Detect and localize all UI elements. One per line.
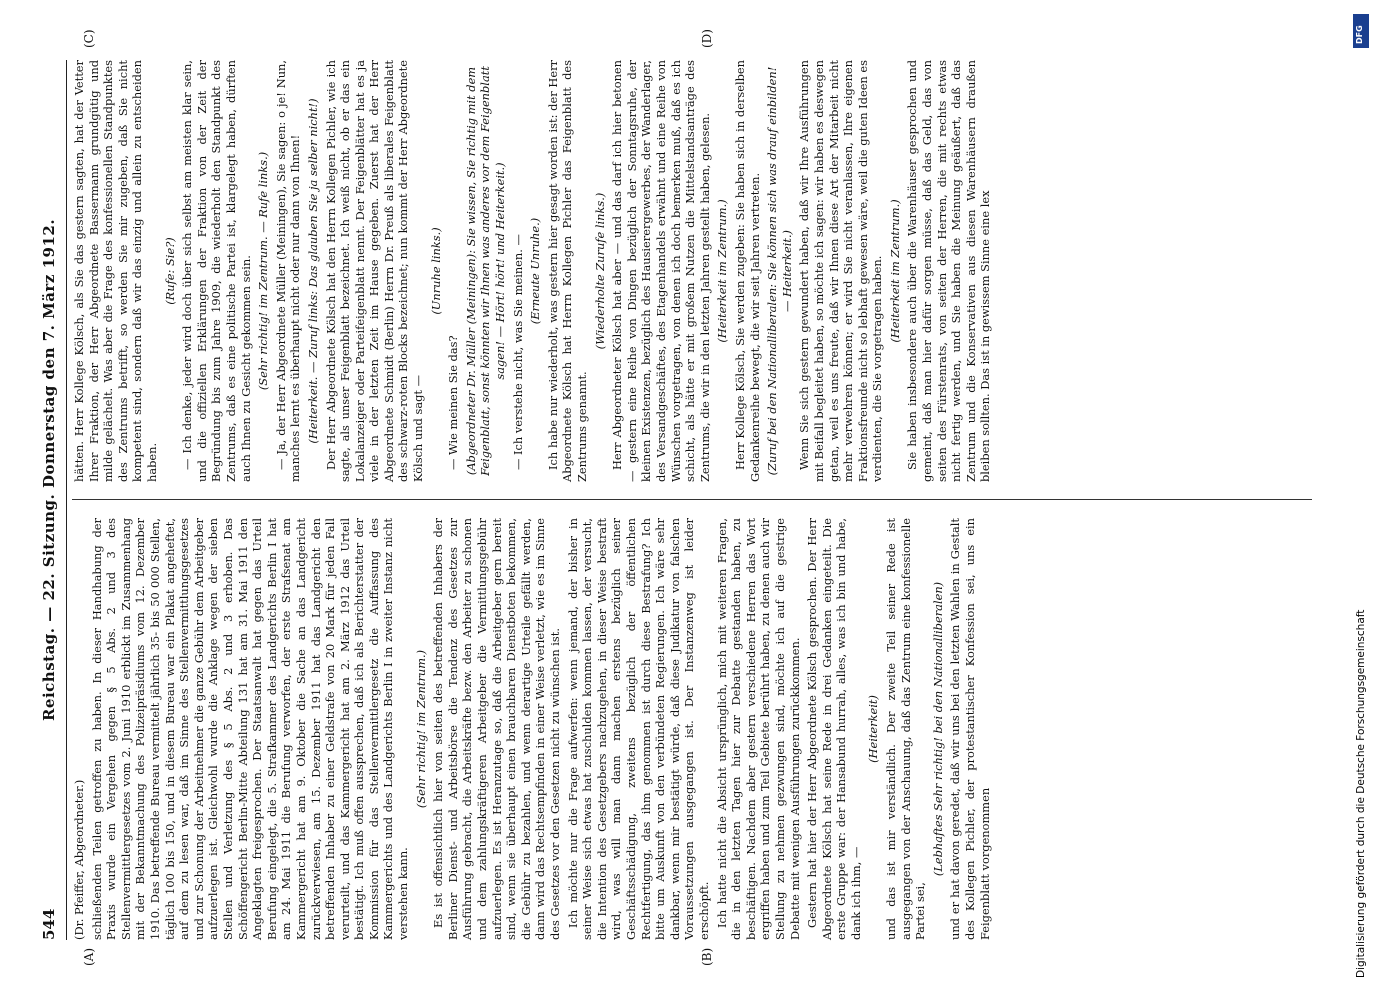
paragraph: Es ist offensichtlich hier von seiten des betreffenden Inhabers der Berliner Dienst- und Arbeitsbörse die Tendenz des Gesetzes zur Ausführung gebracht, die Arbeitskräfte bezw. den Arbeiter zu schonen und dem zahlungskräftigeren Arbeitgeber die Vermittlungsgebühr aufzuerlegen. Es ist Heranzutage so, daß die Arbeitgeber gern bereit sind, wenn sie überhaupt einen brauchbaren Dienstboten bekommen, die Gebühr zu bezahlen, und wenn derartige Urteile gefällt werden, dann wird das Rechtsempfinden in einer Weise verletzt, wie es im Sinne des Gesetzes vor den Gesetzen nicht zu wünschen ist. [431, 518, 562, 940]
left-column [72, 518, 995, 940]
interjection: (Unruhe links.) [428, 227, 443, 315]
paragraph: Ich hatte nicht die Absicht ursprünglich, mich mit weiteren Fragen, die in den letzten Tagen hier zur Debatte gestanden haben, zu beschäftigen. Nachdem aber gestern verschiedene Herren das Wort ergriffen haben und zum Teil Gebiete berührt haben, zu denen auch wir Stellung zu nehmen gezwungen sind, möchte ich auf die gestrige Debatte mit wenigen Ausführungen zurückkommen. [714, 518, 802, 940]
paragraph: schließenden Teilen getroffen zu haben. In dieser Handhabung der Praxis wurde ein Vergehen gegen § 5 Abs. 2 und 3 des Stellenvermittlergesetzes vom 2. Juni 1910 erblickt im Zusammenhang mit der Bekanntmachung des Polizeipräsidiums vom 12. Dezember 1910. Das betreffende Bureau vermittelt jährlich 35- bis 50 000 Stellen, täglich 100 bis 150, und in diesem Bureau war ein Plakat angeheftet, auf dem zu lesen war, daß im Sinne des Stellenvermittlungsgesetzes und zur Schonung der Arbeitnehmer die ganze Gebühr dem Arbeitgeber aufzuerlegen ist. Gleichwohl wurde die Anklage wegen der sieben Stellen und Verletzung des § 5 Abs. 2 und 3 erhoben. Das Schöffengericht Berlin-Mitte Abteilung 131 hat am 31. Mai 1911 den Angeklagten freigesprochen. Der Staatsanwalt hat gegen das Urteil Berufung eingelegt, die 5. Strafkammer des Landgerichts Berlin I hat am 24. Mai 1911 die Berufung verworfen, der erste Strafsenat am Kammergericht hat am 9. Oktober die Sache an das Landgericht zurückverwiesen, am 15. Dezember 1911 hat das Landgericht den betreffenden Inhaber zu einer Geldstrafe von 20 Mark für jeden Fall verurteilt, und das Kammergericht hat am 2. März 1912 das Urteil bestätigt. Ich muß offen aussprechen, daß ich als Berichterstatter der Kommission für das Stellenvermittlergesetz die Auffassung des Kammergerichts und des Landgerichts Berlin I in zweiter Instanz nicht verstehen kann. [89, 518, 411, 940]
interjection: (Heiterkeit im Zentrum.) [715, 199, 730, 343]
page-content [40, 20, 1330, 980]
paragraph: Sie haben insbesondere auch über die Warenhäuser gesprochen und gemeint, daß man hier dafür sorgen müsse, daß das Geld, das von seiten des Fürstenrats, von seiten der Herren, die mit rechts etwas nicht fertig werden, und Sie haben die Meinung geäußert, daß das Zentrum und die Konservativen aus diesen Warenhäusern draußen bleiben sollten. Das ist in gewissem Sinne eine lex [905, 60, 993, 482]
paragraph: — Ich verstehe nicht, was Sie meinen. — [510, 234, 525, 470]
paragraph: Herr Abgeordneter Kölsch hat aber — und das darf ich hier betonen — gestern eine Reihe von Dingen bezüglich der Sonntagsruhe, der kleinen Existenzen, bezüglich des Hausierergewerbes, der Wanderlager, des Versandgeschäftes, des Etagenhandels erwähnt und eine Reihe von Wünschen vorgetragen, von denen ich doch bemerken muß, daß es ich schicht, als hätte er mit großem Nutzen die Mittelstandsanträge des Zentrums, die wir in den letzten Jahren gestellt haben, gelesen. [610, 60, 712, 482]
digitization-credit [1351, 8, 1377, 988]
paragraph: hätten. Herr Kollege Kölsch, als Sie das gestern sagten, hat der Vetter Ihrer Fraktion, der Herr Abgeordnete Bassermann grundgütig und milde gelächelt. Was aber die Frage des konfessionellen Standpunktes des Zentrums betrifft, so werden Sie mir zugeben, daß Sie nicht kompetent sind, sondern daß wir das einzig und allein zu entscheiden haben. [72, 60, 159, 482]
interjection: (Abgeordneter Dr. Müller (Meiningen): Sie wissen, Sie richtig mit dem Feigenblatt, sonst könnten wir Ihnen was anderes vor dem Feigenblatt sagen! — Hört! hört! und Heiterkeit.) [463, 66, 508, 476]
running-header [40, 60, 64, 940]
header-rule [66, 60, 67, 940]
dfg-logo: DFG [1353, 14, 1369, 48]
paragraph: — Ich denke, jeder wird doch über sich selbst am meisten klar sein, und die offiziellen Erklärungen der Fraktion von der Zeit der Begründung bis zum Jahre 1909, die wiederholt den Standpunkt des Zentrums, daß es eine politische Partei ist, klargelegt haben, dürften auch Ihnen zu Gesicht gekommen sein. [180, 60, 253, 482]
right-column [72, 60, 996, 482]
interjection: (Zuruf bei den Nationalliberalen: Sie können sich was drauf einbilden! — Heiterkeit.) [765, 66, 794, 476]
paragraph: — Wie meinen Sie das? [446, 335, 461, 470]
credit-text: Digitalisierung gefördert durch die Deutsche Forschungsgemeinschaft [1355, 609, 1367, 978]
paragraph: Herr Kollege Kölsch, Sie werden zugeben: Sie haben sich in derselben Gedankenreihe bewegt, die wir seit Jahren vertreten. [732, 60, 762, 482]
interjection: (Rufe: Sie?) [162, 237, 177, 305]
margin-letter-a: (A) [82, 947, 96, 966]
interjection: (Lebhaftes Sehr richtig! bei den Nationalliberalen) [930, 581, 945, 877]
paragraph: Gestern hat hier der Herr Abgeordnete Kölsch gesprochen. Der Herr Abgeordnete Kölsch hat seine Rede in drei Gedanken eingeteilt. Die erste Gruppe war: der Hansabund hurrah, alles, was ich bin und habe, dank ich ihm, — [805, 518, 863, 940]
paragraph: Ich habe nur wiederholt, was gestern hier gesagt worden ist: der Herr Abgeordnete Kölsch hat Herrn Kollegen Pichler das Feigenblatt des Zentrums genannt. [545, 60, 589, 482]
paragraph: Ich möchte nur die Frage aufwerfen: wenn jemand, der bisher in seiner Weise sich etwas hat zuschulden kommen lassen, der versucht, die Intention des Gesetzgebers nachzugehen, in dieser Weise bestraft wird, was will man dann machen erstens bezüglich seiner Geschäftsschädigung, zweitens bezüglich der öffentlichen Rechtfertigung, das ihm genommen ist durch diese Bestrafung? Ich bitte um Auskunft von den verbündeten Regierungen. Ich wäre sehr dankbar, wenn mir bestätigt würde, daß diese Judikatur von falschen Voraussetzungen ausgegangen ist. Der Instanzenweg ist leider erschöpft. [565, 518, 711, 940]
interjection: (Sehr richtig! im Zentrum.) [413, 649, 428, 809]
margin-letter-b: (B) [700, 947, 714, 966]
running-title: Reichstag. — 22. Sitzung. Donnerstag den 7. März 1912. [40, 218, 58, 722]
paragraph: Der Herr Abgeordnete Kölsch hat den Herrn Kollegen Pichler, wie ich sagte, als unser Feigenblatt bezeichnet. Ich weiß nicht, ob er das ein Lokalanzeiger oder Parteifeigenblatt nennt. Der Feigenblätter hat es ja viele in der letzten Zeit im Hause gegeben. Zuerst hat der Herr Abgeordnete Schmidt (Berlin) Herrn Dr. Preuß als liberales Feigenblatt des schwarz-roten Blocks bezeichnet; nun kommt der Herr Abgeordnete Kölsch und sagt — [323, 60, 426, 482]
column-divider [72, 499, 1312, 500]
interjection: (Heiterkeit im Zentrum.) [887, 199, 902, 343]
interjection: (Heiterkeit. — Zuruf links: Das glauben Sie ja selber nicht!) [305, 98, 320, 444]
interjection: (Sehr richtig! im Zentrum. — Rufe links.) [256, 151, 271, 391]
margin-letter-c: (C) [82, 29, 96, 48]
paragraph: — Ja, der Herr Abgeordnete Müller (Meiningen), Sie sagen: o je! Nun, manches lernt es überhaupt nicht oder nur dann von Ihnen! [273, 60, 303, 482]
interjection: (Wiederholte Zurufe links.) [592, 192, 607, 350]
interjection: (Erneute Unruhe.) [528, 217, 543, 325]
speaker-label: (Dr. Pfeiffer, Abgeordneter.) [72, 779, 86, 940]
paragraph: Wenn Sie sich gestern gewundert haben, daß wir Ihre Ausführungen mit Beifall begleitet haben, so möchte ich sagen: wir haben es deswegen getan, weil es uns freute, daß wir Ihnen diese Art der Mitarbeit nicht mehr verwehren können; er wird Sie nicht veranlassen, Ihre eigenen Fraktionsfreunde nicht so lebhaft gewesen wäre, weil die guten Ideen es verdienten, die Sie vorgetragen haben. [797, 60, 885, 482]
paragraph: und das ist mir verständlich. Der zweite Teil seiner Rede ist ausgegangen von der Anschauung, daß das Zentrum eine konfessionelle Partei sei, [884, 518, 928, 940]
margin-letter-d: (D) [700, 29, 714, 48]
rotated-page [40, 20, 1330, 980]
paragraph: und er hat davon geredet, daß wir uns bei den letzten Wahlen in Gestalt des Kollegen Pichler, der protestantischer Konfession sei, uns ein Feigenblatt vorgenommen [948, 518, 992, 940]
page-number: 544 [40, 908, 58, 940]
interjection: (Heiterkeit) [866, 695, 881, 763]
